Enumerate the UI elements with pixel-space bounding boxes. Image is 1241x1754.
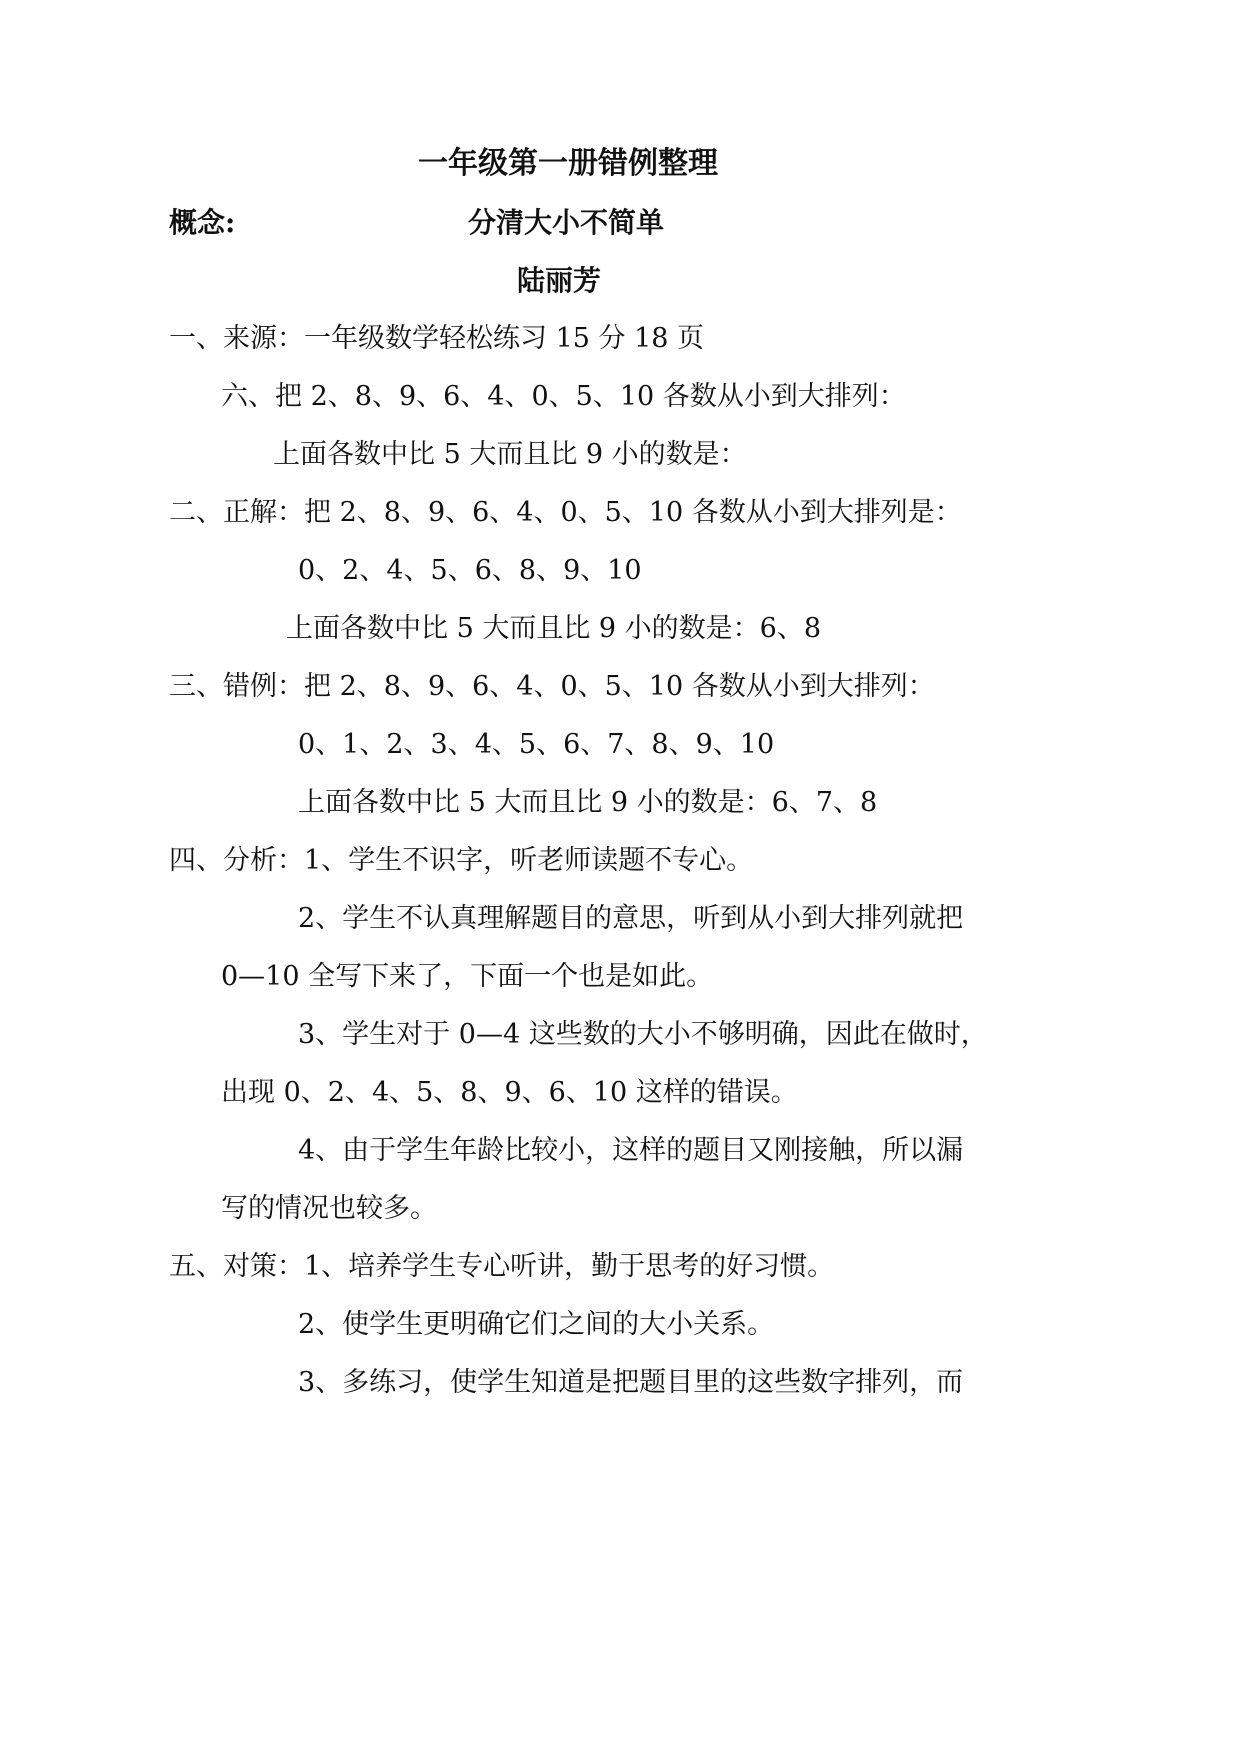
analysis-point-2-line-1: 2、学生不认真理解题目的意思，听到从小到大排列就把: [298, 903, 964, 934]
error-heading: 三、错例：把 2、8、9、6、4、0、5、10 各数从小到大排列：: [169, 671, 935, 702]
error-answer-1: 0、1、2、3、4、5、6、7、8、9、10: [298, 729, 775, 760]
strategy-item-3: 3、多练习，使学生知道是把题目里的这些数字排列，而: [298, 1367, 964, 1398]
concept-label: 概念:: [169, 206, 236, 239]
source-question-2: 上面各数中比 5 大而且比 9 小的数是：: [273, 439, 747, 470]
concept-title: 分清大小不简单: [468, 206, 665, 239]
page-title: 一年级第一册错例整理: [418, 146, 718, 181]
strategy-heading: 五、对策：1、培养学生专心听讲，勤于思考的好习惯。: [169, 1251, 835, 1282]
analysis-point-3-line-2: 出现 0、2、4、5、8、9、6、10 这样的错误。: [221, 1077, 798, 1108]
source-question-1: 六、把 2、8、9、6、4、0、5、10 各数从小到大排列：: [221, 381, 906, 412]
strategy-item-2: 2、使学生更明确它们之间的大小关系。: [298, 1309, 775, 1340]
author-name: 陆丽芳: [517, 264, 602, 297]
analysis-point-3-line-1: 3、学生对于 0—4 这些数的大小不够明确，因此在做时，: [298, 1019, 988, 1050]
analysis-point-4-line-1: 4、由于学生年龄比较小，这样的题目又刚接触，所以漏: [298, 1135, 964, 1166]
source-heading: 一、来源：一年级数学轻松练习 15 分 18 页: [169, 323, 705, 354]
correct-answer-1: 0、2、4、5、6、8、9、10: [298, 555, 642, 586]
correct-heading: 二、正解：把 2、8、9、6、4、0、5、10 各数从小到大排列是：: [169, 497, 962, 528]
analysis-point-4-line-2: 写的情况也较多。: [221, 1193, 437, 1224]
analysis-heading: 四、分析：1、学生不识字，听老师读题不专心。: [169, 845, 754, 876]
analysis-point-2-line-2: 0—10 全写下来了，下面一个也是如此。: [221, 961, 714, 992]
error-answer-2: 上面各数中比 5 大而且比 9 小的数是：6、7、8: [298, 787, 878, 818]
correct-answer-2: 上面各数中比 5 大而且比 9 小的数是：6、8: [286, 613, 822, 644]
